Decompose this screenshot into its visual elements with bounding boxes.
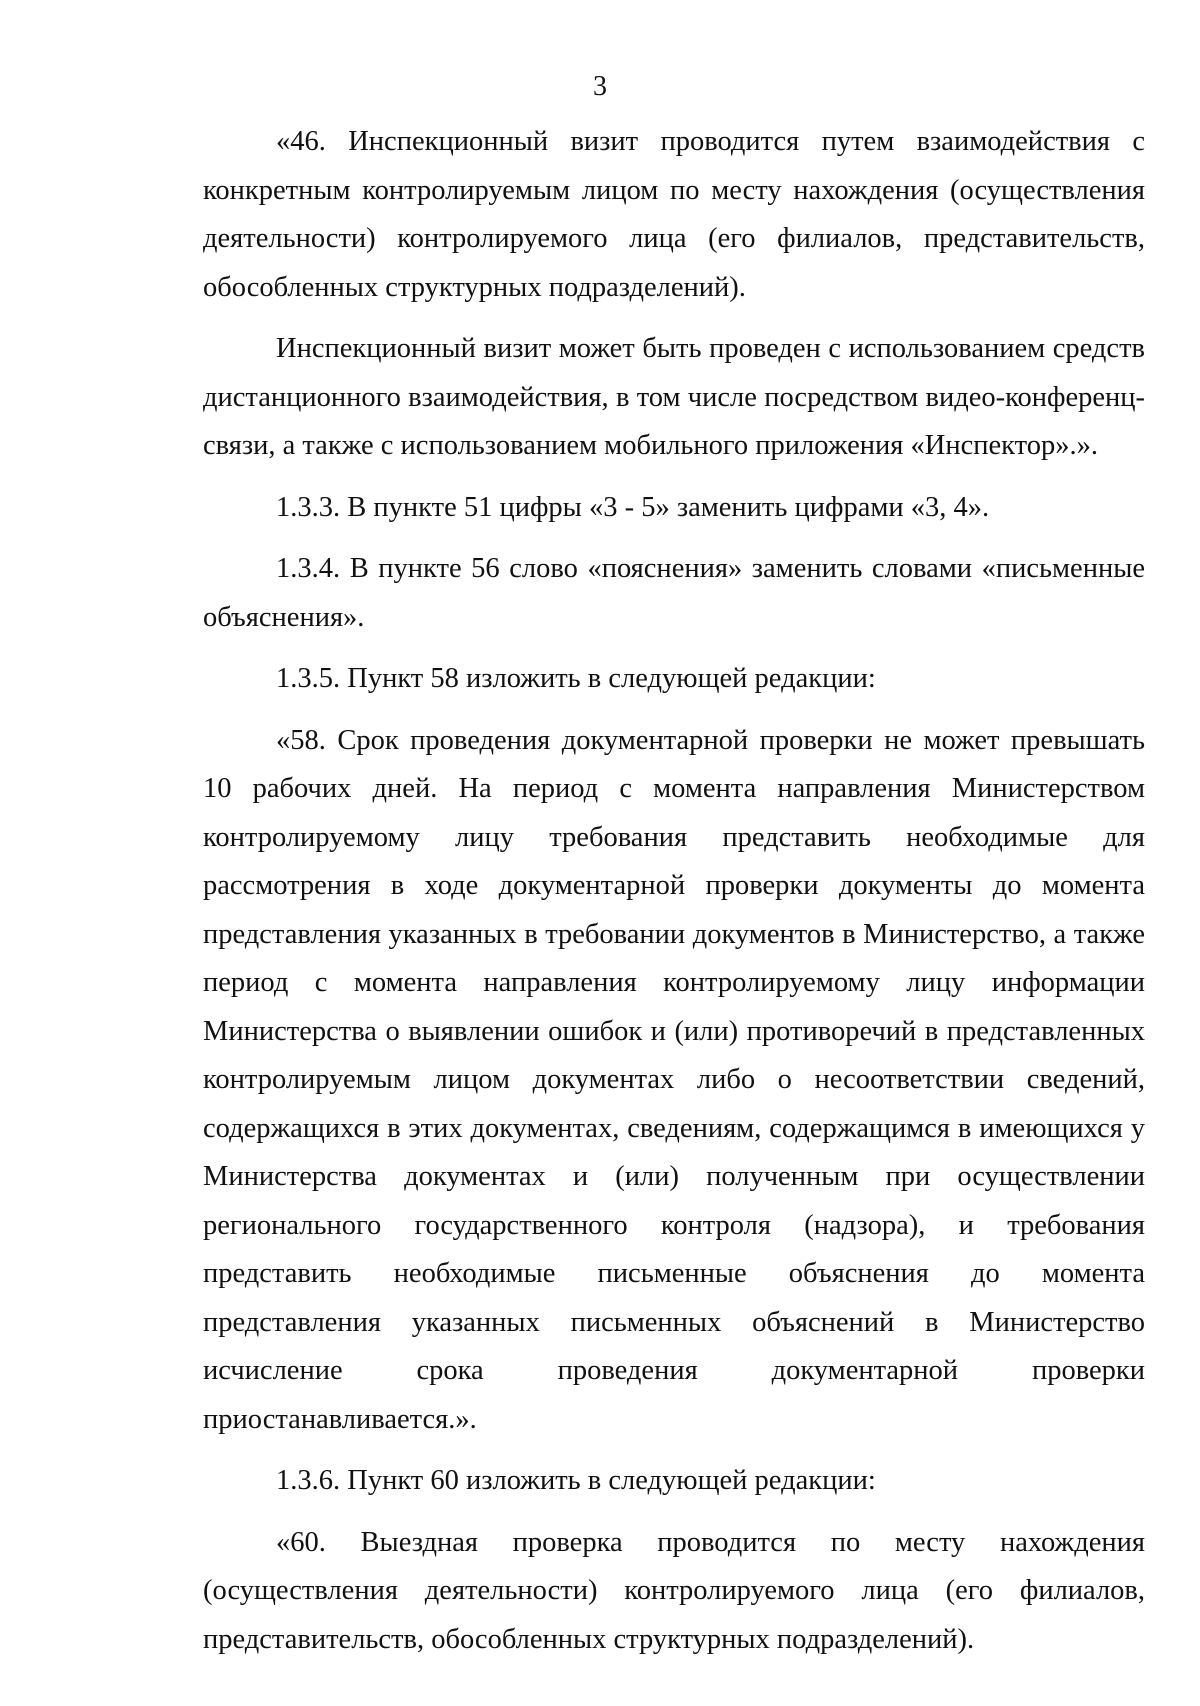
- paragraph-item-46-intro: «46. Инспекционный визит проводится путем взаимодействия с конкретным контролируемым лицом по месту нахождения (осуществления деятельности) контролируемого лица (его филиалов, представительств, обособленных структурных подразделений).: [203, 126, 1145, 303]
- paragraph-item-58: «58. Срок проведения документарной проверки не может превышать 10 рабочих дней. На период с момента направления Министерством контролируемому лицу требования представить необходимые для рассмотрения в ходе документарной проверки документы до момента представления указанных в требовании документов в Министерство, а также период с момента направления контролируемому лицу информации Министерства о выявлении ошибок и (или) противоречий в представленных контролируемым лицом документах либо о несоответствии сведений, содержащихся в этих документах, сведениям, содержащимся в имеющихся у Министерства документах и (или) полученным при осуществлении регионального государственного контроля (надзора), и требования представить необходимые письменные объяснения до момента представления указанных письменных объяснений в Министерство исчисление срока проведения документарной проверки приостанавливается.».: [203, 724, 1145, 1435]
- page-number: 3: [593, 71, 607, 102]
- paragraph-1-3-3: 1.3.3. В пункте 51 цифры «3 - 5» заменить цифрами «3, 4».: [276, 491, 990, 523]
- paragraph-1-3-4: 1.3.4. В пункте 56 слово «пояснения» заменить словами «письменные объяснения».: [203, 553, 1145, 633]
- paragraph-1-3-6: 1.3.6. Пункт 60 изложить в следующей редакции:: [276, 1465, 876, 1496]
- document-body: [203, 118, 1145, 1664]
- paragraph-item-60: «60. Выездная проверка проводится по месту нахождения (осуществления деятельности) контролируемого лица (его филиалов, представительств, обособленных структурных подразделений).: [203, 1526, 1145, 1655]
- paragraph-1-3-5: 1.3.5. Пункт 58 изложить в следующей редакции:: [276, 663, 876, 694]
- paragraph-inspection-visit-remote: Инспекционный визит может быть проведен с использованием средств дистанционного взаимодействия, в том числе посредством видео-конференц-связи, а также с использованием мобильного приложения «Инспектор».».: [203, 333, 1145, 461]
